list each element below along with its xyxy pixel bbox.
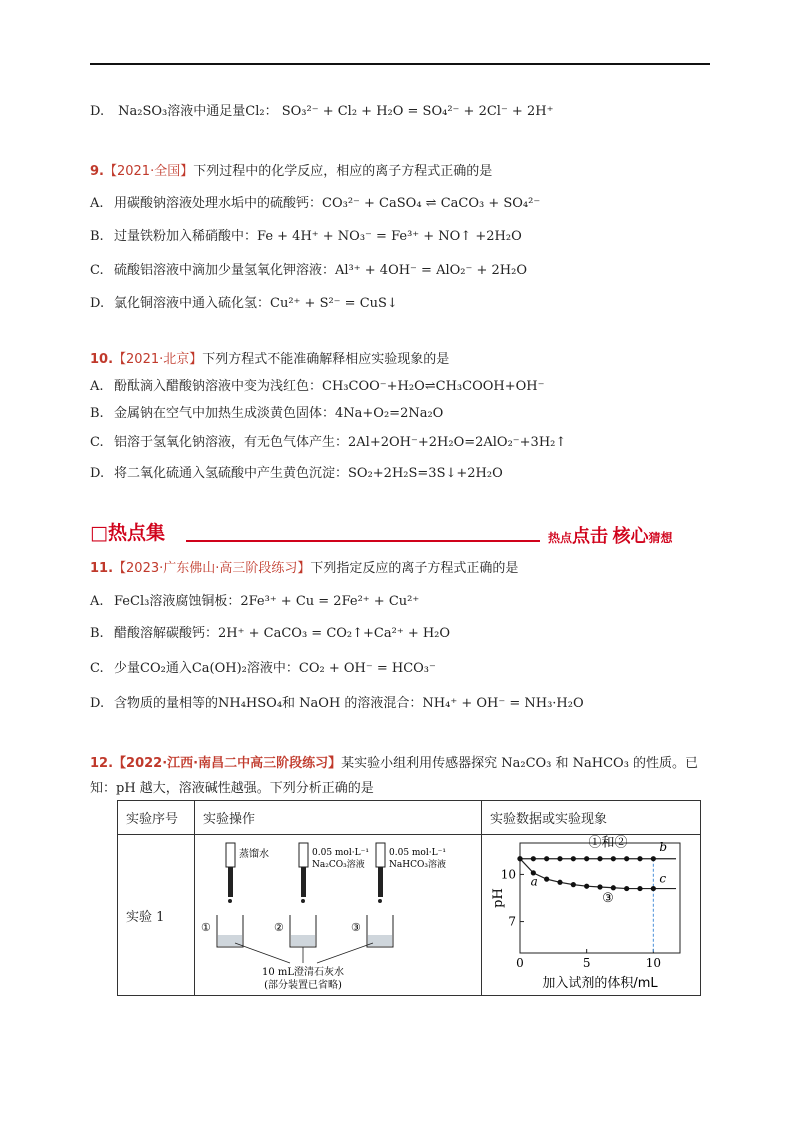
question-source-tag: 【2022·江西·南昌二中高三阶段练习】 [113,756,342,771]
option-label: D. [90,296,105,311]
table-header-row [118,801,701,835]
series-label-2: ③ [602,891,614,906]
data-point [611,856,616,861]
option-equation: 2H⁺ + CaCO₃ = CO₂↑+Ca²⁺ + H₂O [218,626,451,641]
data-point [517,856,522,861]
beaker-mark-2: ② [274,921,284,934]
apparatus-diagram [195,835,473,995]
q9-option-d[interactable] [90,292,398,311]
data-point [557,880,562,885]
question-number: 12. [90,756,114,771]
option-text: 过量铁粉加入稀硝酸中： [114,229,258,244]
option-label: B. [90,229,104,244]
option-label: A. [90,196,104,211]
end-label-c: c [659,871,667,886]
ph-chart [482,835,692,995]
slogan-small-2: 猜想 [648,531,673,545]
question-number: 10. [90,352,114,367]
apparatus-cell [195,835,482,996]
q9-option-a[interactable] [90,192,540,211]
q10-option-a[interactable] [90,375,544,394]
q12-stem [90,752,698,771]
beaker-1 [217,915,243,947]
option-text: 少量CO₂通入Ca(OH)₂溶液中： [114,661,299,676]
x-axis-label: 加入试剂的体积/mL [542,976,658,991]
option-equation: 2Fe³⁺ + Cu = 2Fe²⁺ + Cu²⁺ [240,594,420,609]
table-row [118,835,701,996]
data-point [624,856,629,861]
q11-option-a[interactable] [90,590,419,609]
section-title: □热点集 [90,522,165,544]
header-rule [90,63,710,65]
option-label: D. [90,696,105,711]
data-point [571,856,576,861]
question-source-tag: 【2023·广东佛山·高三阶段练习】 [113,561,311,576]
x-tick-label: 5 [582,956,591,970]
option-text: Na₂SO₃溶液中通足量Cl₂： [118,104,278,119]
option-text: 金属钠在空气中加热生成淡黄色固体： [114,406,336,421]
data-point [584,884,589,889]
reagent-3-line1: 0.05 mol·L⁻¹ [389,848,446,858]
data-point [584,856,589,861]
y-tick-label: 10 [500,867,516,882]
start-label-a: a [530,874,538,889]
data-point [651,856,656,861]
option-label: A. [90,379,104,394]
option-label: D. [90,466,105,481]
option-equation: SO₂+2H₂S=3S↓+2H₂O [348,466,503,481]
question-source-tag: 【2021·北京】 [113,352,203,367]
option-label: A. [90,594,104,609]
data-point [624,886,629,891]
dropper-3 [376,843,385,903]
question-text: 某实验小组利用传感器探究 Na₂CO₃ 和 NaHCO₃ 的性质。已 [341,756,699,771]
q11-option-d[interactable] [90,692,584,711]
option-label: C. [90,435,104,450]
option-text: 硫酸铝溶液中滴加少量氢氧化钾溶液： [114,263,336,278]
series-line-2 [520,859,676,889]
option-text: 含物质的量相等的NH₄HSO₄和 NaOH 的溶液混合： [114,696,423,711]
option-equation: CO₂ + OH⁻ = HCO₃⁻ [298,661,436,676]
experiment-table [117,800,701,996]
option-label: B. [90,406,104,421]
reagent-3-line2: NaHCO₃溶液 [389,860,446,870]
question-number: 9. [90,164,104,179]
option-text: FeCl₃溶液腐蚀铜板： [114,594,241,609]
option-equation: NH₄⁺ + OH⁻ = NH₃·H₂O [422,696,584,711]
option-equation: SO₃²⁻ + Cl₂ + H₂O = SO₄²⁻ + 2Cl⁻ + 2H⁺ [281,104,554,119]
data-point [637,856,642,861]
data-point [637,886,642,891]
section-slogan [548,522,673,548]
option-equation: Fe + 4H⁺ + NO₃⁻ = Fe³⁺ + NO↑ +2H₂O [257,229,522,244]
q10-option-b[interactable] [90,402,443,421]
data-point [544,856,549,861]
slogan-big-1: 点击 [572,526,609,547]
header-cell: 实验操作 [195,801,482,835]
x-tick-label: 0 [516,956,524,970]
beaker-3 [367,915,393,947]
question-text: 下列过程中的化学反应，相应的离子方程式正确的是 [193,164,493,179]
data-point [557,856,562,861]
q11-stem [90,557,518,576]
q10-stem [90,348,449,367]
option-text: 将二氧化硫通入氢硫酸中产生黄色沉淀： [114,466,349,481]
y-axis-label: pH [491,888,506,908]
leader-line [235,943,290,963]
option-text: 醋酸溶解碳酸钙： [114,626,219,641]
option-label: C. [90,661,104,676]
question-text: 下列指定反应的离子方程式正确的是 [310,561,519,576]
series-label-1: ①和② [588,835,628,851]
reagent-2-line2: Na₂CO₃溶液 [312,860,365,870]
option-label: B. [90,626,104,641]
option-text: 氯化铜溶液中通入硫化氢： [114,296,271,311]
slogan-big-2: 核心 [612,526,649,547]
q9-option-c[interactable] [90,259,527,278]
beaker-mark-1: ① [201,921,211,934]
header-cell: 实验序号 [118,801,195,835]
q10-option-c[interactable] [90,431,566,450]
q12-stem-line2: 知：pH 越大，溶液碱性越强。下列分析正确的是 [90,781,374,796]
question-text: 下列方程式不能准确解释相应实验现象的是 [202,352,450,367]
data-point [597,884,602,889]
slogan-small-1: 热点 [548,531,573,545]
data-point [611,885,616,890]
q8-option-d[interactable] [90,100,553,119]
option-equation: Al³⁺ + 4OH⁻ = AlO₂⁻ + 2H₂O [335,263,527,278]
question-number: 11. [90,561,114,576]
option-equation: 2Al+2OH⁻+2H₂O=2AlO₂⁻+3H₂↑ [348,435,567,450]
option-equation: CO₃²⁻ + CaSO₄ ⇌ CaCO₃ + SO₄²⁻ [322,196,541,211]
header-cell: 实验数据或实验现象 [482,801,701,835]
q9-stem [90,160,492,179]
x-tick-label: 10 [645,956,661,970]
option-equation: 4Na+O₂=2Na₂O [335,406,444,421]
end-label-b: b [659,839,668,854]
data-point [651,886,656,891]
data-point [571,882,576,887]
option-equation: CH₃COO⁻+H₂O⇌CH₃COOH+OH⁻ [322,379,545,394]
data-point [531,856,536,861]
beaker-note-1: 10 mL澄清石灰水 [261,967,345,978]
beaker-2 [290,915,316,947]
section-rule [186,540,540,542]
dropper-1 [226,843,235,903]
option-label: D. [90,104,105,119]
data-point [544,877,549,882]
q9-option-b[interactable] [90,225,522,244]
option-text: 铝溶于氢氧化钠溶液，有无色气体产生： [114,435,349,450]
option-label: C. [90,263,104,278]
row-label: 实验 1 [118,835,195,996]
beaker-note-2: (部分装置已省略) [264,980,342,991]
q11-option-c[interactable] [90,657,436,676]
q10-option-d[interactable] [90,462,503,481]
chart-cell [482,835,701,996]
data-point [597,856,602,861]
dropper-2 [299,843,308,903]
option-text: 用碳酸钠溶液处理水垢中的硫酸钙： [114,196,323,211]
reagent-2-line1: 0.05 mol·L⁻¹ [312,848,369,858]
reagent-1-label: 蒸馏水 [239,849,269,860]
y-tick-label: 7 [508,914,516,929]
question-source-tag: 【2021·全国】 [103,164,194,179]
option-equation: Cu²⁺ + S²⁻ = CuS↓ [270,296,398,311]
q11-option-b[interactable] [90,622,450,641]
beaker-mark-3: ③ [351,921,361,934]
leader-line [317,943,373,963]
option-text: 酚酞滴入醋酸钠溶液中变为浅红色： [114,379,323,394]
